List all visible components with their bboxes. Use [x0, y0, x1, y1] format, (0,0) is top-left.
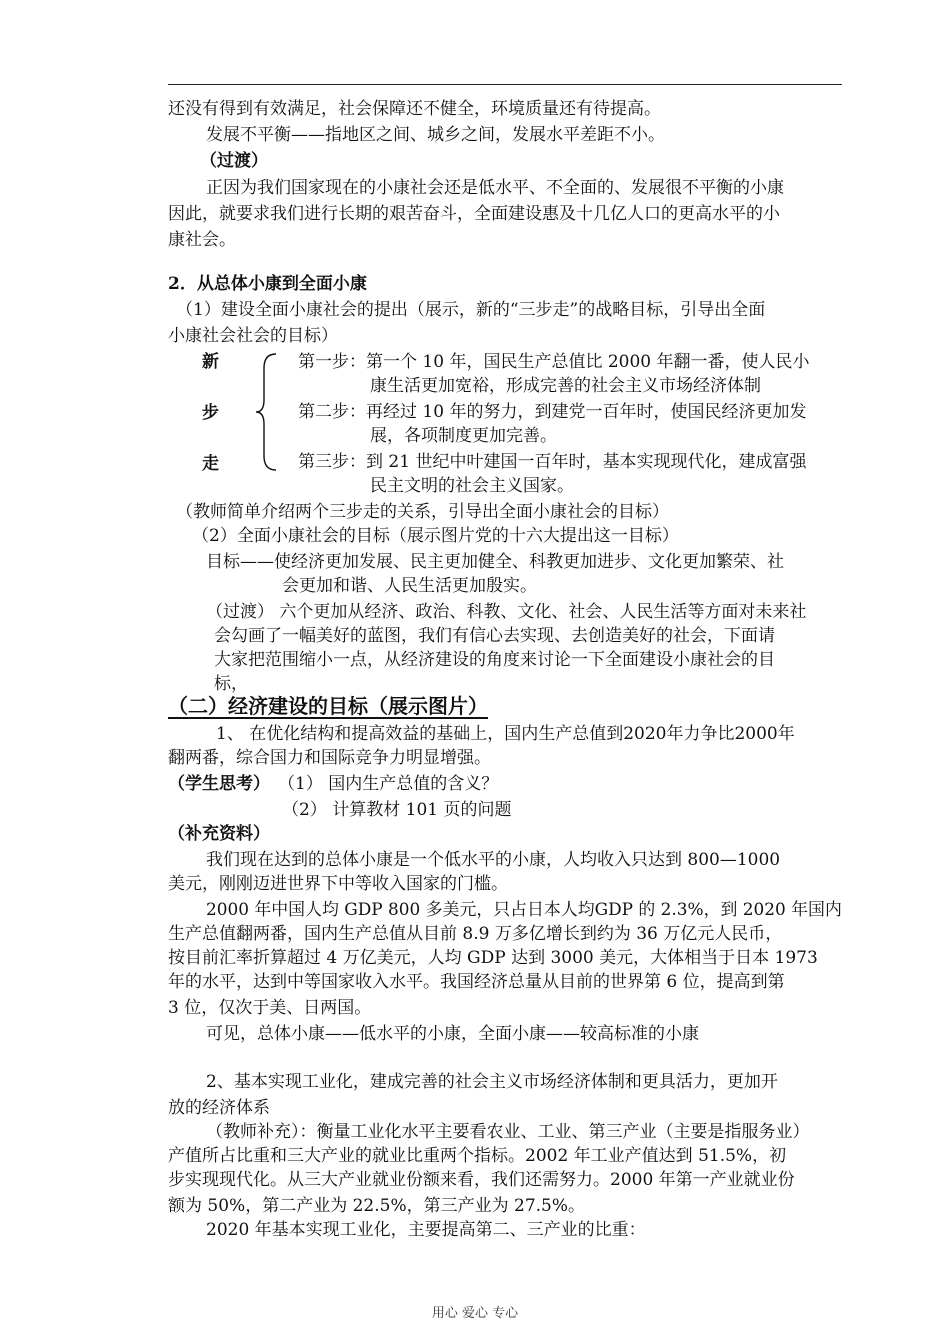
paragraph-line: 因此，就要求我们进行长期的艰苦奋斗，全面建设惠及十几亿人口的更高水平的小: [168, 204, 780, 224]
paragraph-line: 翻两番，综合国力和国际竞争力明显增强。: [168, 748, 491, 768]
paragraph-line: 2、基本实现工业化，建成完善的社会主义市场经济体制和更具活力，更加开: [206, 1072, 778, 1092]
paragraph-line: 放的经济体系: [168, 1098, 270, 1118]
step-line: 第三步：到 21 世纪中叶建国一百年时，基本实现现代化，建成富强: [298, 452, 807, 472]
header-rule: [168, 84, 842, 85]
paragraph-line: （1）建设全面小康社会的提出（展示，新的“三步走”的战略目标，引导出全面: [176, 300, 766, 320]
student-think-label: （学生思考）: [168, 774, 270, 794]
step-line: 民主文明的社会主义国家。: [370, 476, 574, 496]
section-heading-2: （二）经济建设的目标（展示图片）: [168, 694, 488, 718]
paragraph-line: （教师补充）：衡量工业化水平主要看农业、工业、第三产业（主要是指服务业）: [206, 1122, 810, 1142]
step-line: 康生活更加宽裕，形成完善的社会主义市场经济体制: [370, 376, 761, 396]
paragraph-line: （教师简单介绍两个三步走的关系，引导出全面小康社会的目标）: [176, 502, 669, 522]
paragraph-line: 步实现现代化。从三大产业就业份额来看，我们还需努力。2000 年第一产业就业份: [168, 1170, 795, 1190]
question-line: （1） 国内生产总值的含义？: [278, 774, 499, 794]
paragraph-line: 大家把范围缩小一点，从经济建设的角度来讨论一下全面建设小康社会的目: [214, 650, 775, 670]
paragraph-line: 美元，刚刚迈进世界下中等收入国家的门槛。: [168, 874, 508, 894]
paragraph-line: 发展不平衡——指地区之间、城乡之间，发展水平差距不小。: [206, 125, 665, 145]
paragraph-line: 额为 50%，第二产业为 22.5%，第三产业为 27.5%。: [168, 1196, 586, 1216]
paragraph-line: 康社会。: [168, 230, 236, 250]
paragraph-line: （2）全面小康社会的目标（展示图片党的十六大提出这一目标）: [192, 526, 679, 546]
section-heading: 2．从总体小康到全面小康: [168, 274, 367, 294]
paragraph-line: 可见，总体小康——低水平的小康，全面小康——较高标准的小康: [206, 1024, 699, 1044]
step-line: 第一步：第一个 10 年，国民生产总值比 2000 年翻一番，使人民小: [298, 352, 810, 372]
step-line: 展，各项制度更加完善。: [370, 426, 557, 446]
left-brace-icon: [254, 352, 280, 472]
paragraph-line: 产值所占比重和三大产业的就业比重两个指标。2002 年工业产值达到 51.5%，初: [168, 1146, 787, 1166]
vertical-label-char: 步: [202, 403, 219, 423]
paragraph-line: 生产总值翻两番，国内生产总值从目前 8.9 万多亿增长到约为 36 万亿元人民币，: [168, 924, 783, 944]
page-footer: 用心 爱心 专心: [431, 1306, 519, 1321]
vertical-label-char: 走: [202, 454, 219, 474]
paragraph-line: 3 位，仅次于美、日两国。: [168, 998, 372, 1018]
paragraph-line: 目标——使经济更加发展、民主更加健全、科教更加进步、文化更加繁荣、社: [206, 552, 784, 572]
paragraph-line: （过渡） 六个更加从经济、政治、科教、文化、社会、人民生活等方面对未来社: [206, 602, 807, 622]
question-line: （2） 计算教材 101 页的问题: [282, 800, 512, 820]
paragraph-line: 1、 在优化结构和提高效益的基础上，国内生产总值到2020年力争比2000年: [216, 724, 795, 744]
paragraph-line: 2020 年基本实现工业化，主要提高第二、三产业的比重：: [206, 1220, 646, 1240]
step-line: 第二步：再经过 10 年的努力，到建党一百年时，使国民经济更加发: [298, 402, 807, 422]
supplement-label: （补充资料）: [168, 824, 270, 844]
paragraph-line: 正因为我们国家现在的小康社会还是低水平、不全面的、发展很不平衡的小康: [206, 178, 784, 198]
paragraph-line: 我们现在达到的总体小康是一个低水平的小康，人均收入只达到 800—1000: [206, 850, 781, 870]
paragraph-line: 2000 年中国人均 GDP 800 多美元，只占日本人均GDP 的 2.3%，到 2020 年国内: [206, 900, 842, 920]
paragraph-line: 年的水平，达到中等国家收入水平。我国经济总量从目前的世界第 6 位，提高到第: [168, 972, 785, 992]
vertical-label-char: 新: [202, 352, 219, 372]
paragraph-line: 标，: [214, 674, 248, 694]
paragraph-line: 还没有得到有效满足，社会保障还不健全，环境质量还有待提高。: [168, 99, 661, 119]
paragraph-line: 按目前汇率折算超过 4 万亿美元，人均 GDP 达到 3000 美元，大体相当于日本 1973: [168, 948, 818, 968]
transition-label: （过渡）: [200, 151, 268, 171]
paragraph-line: 会更加和谐、人民生活更加殷实。: [282, 576, 537, 596]
paragraph-line: 会勾画了一幅美好的蓝图，我们有信心去实现、去创造美好的社会，下面请: [214, 626, 775, 646]
paragraph-line: 小康社会社会的目标）: [168, 326, 338, 346]
